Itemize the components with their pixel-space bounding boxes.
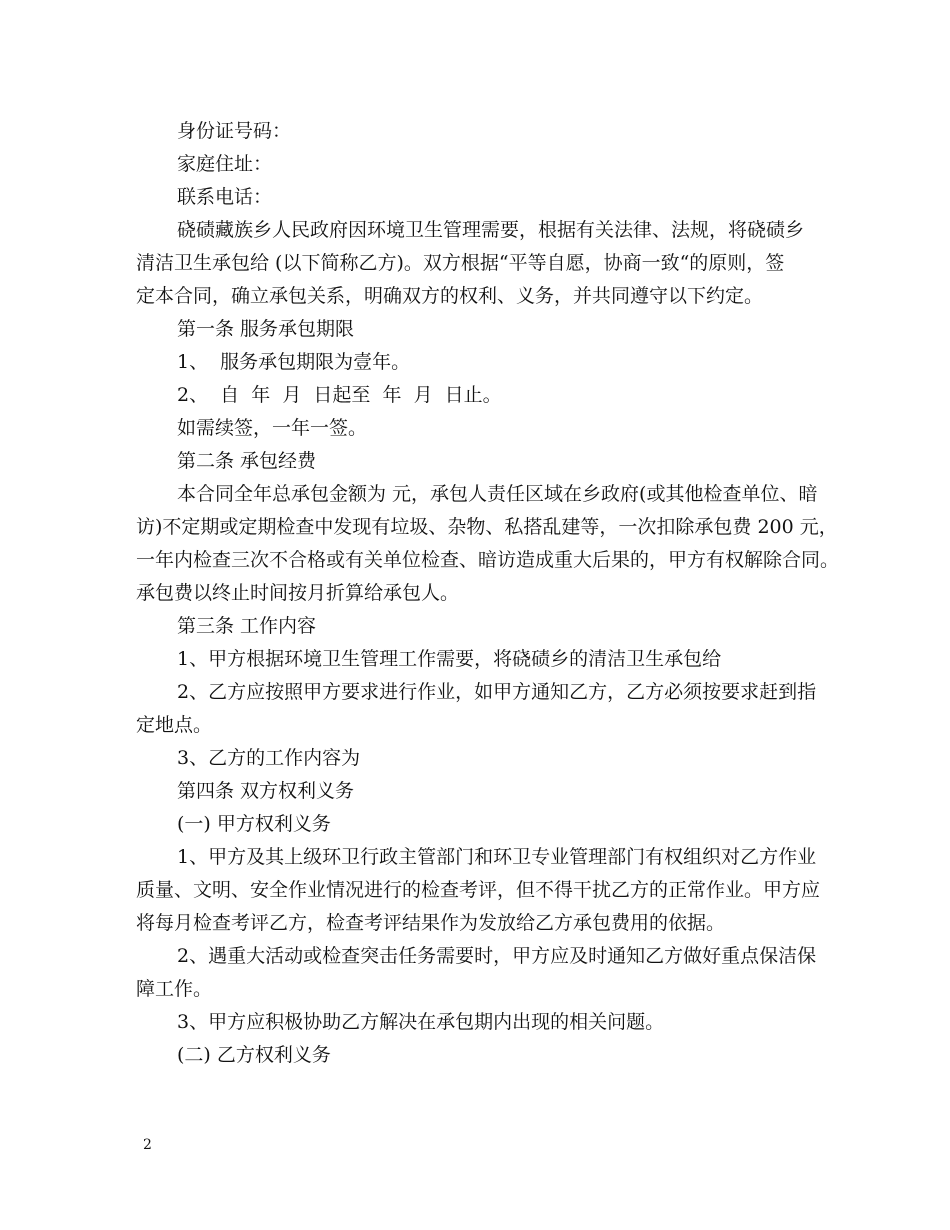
text-line: 1、甲方及其上级环卫行政主管部门和环卫专业管理部门有权组织对乙方作业 xyxy=(177,846,817,868)
text-line: 障工作。 xyxy=(136,978,213,1000)
text-line: (一) 甲方权利义务 xyxy=(177,813,331,835)
text-line: 一年内检查三次不合格或有关单位检查、暗访造成重大后果的，甲方有权解除合同。 xyxy=(136,549,840,571)
text-line: 3、乙方的工作内容为 xyxy=(177,747,361,769)
text-line: 访)不定期或定期检查中发现有垃圾、杂物、私搭乱建等，一次扣除承包费 200 元， xyxy=(136,516,838,538)
text-line: 定本合同，确立承包关系，明确双方的权利、义务，并共同遵守以下约定。 xyxy=(136,285,764,307)
text-line: 2、 自 年 月 日起至 年 月 日止。 xyxy=(177,384,502,406)
text-line: 2、遇重大活动或检查突击任务需要时，甲方应及时通知乙方做好重点保洁保 xyxy=(177,945,817,967)
text-line: 第二条 承包经费 xyxy=(177,450,317,472)
text-line: 身份证号码： xyxy=(177,120,292,142)
text-line: 第一条 服务承包期限 xyxy=(177,318,355,340)
text-line: 1、 服务承包期限为壹年。 xyxy=(177,351,411,373)
text-line: 清洁卫生承包给 (以下简称乙方)。双方根据“平等自愿，协商一致“的原则，签 xyxy=(136,252,785,274)
text-line: 第四条 双方权利义务 xyxy=(177,780,355,802)
text-line: 质量、文明、安全作业情况进行的检查考评，但不得干扰乙方的正常作业。甲方应 xyxy=(136,879,821,901)
text-line: 将每月检查考评乙方，检查考评结果作为发放给乙方承包费用的依据。 xyxy=(136,912,726,934)
text-line: 硗碛藏族乡人民政府因环境卫生管理需要，根据有关法律、法规，将硗碛乡 xyxy=(177,219,805,241)
text-line: 2、乙方应按照甲方要求进行作业，如甲方通知乙方，乙方必须按要求赶到指 xyxy=(177,681,817,703)
text-line: 3、甲方应积极协助乙方解决在承包期内出现的相关问题。 xyxy=(177,1011,665,1033)
text-line: 定地点。 xyxy=(136,714,213,736)
text-line: (二) 乙方权利义务 xyxy=(177,1044,331,1066)
text-line: 如需续签，一年一签。 xyxy=(177,417,368,439)
page-number: 2 xyxy=(143,1137,152,1153)
text-line: 承包费以终止时间按月折算给承包人。 xyxy=(136,582,460,604)
text-line: 1、甲方根据环境卫生管理工作需要，将硗碛乡的清洁卫生承包给 xyxy=(177,648,722,670)
text-line: 联系电话： xyxy=(177,186,273,208)
text-line: 第三条 工作内容 xyxy=(177,615,317,637)
text-line: 家庭住址： xyxy=(177,153,273,175)
text-line: 本合同全年总承包金额为 元，承包人责任区域在乡政府(或其他检查单位、暗 xyxy=(177,483,818,505)
